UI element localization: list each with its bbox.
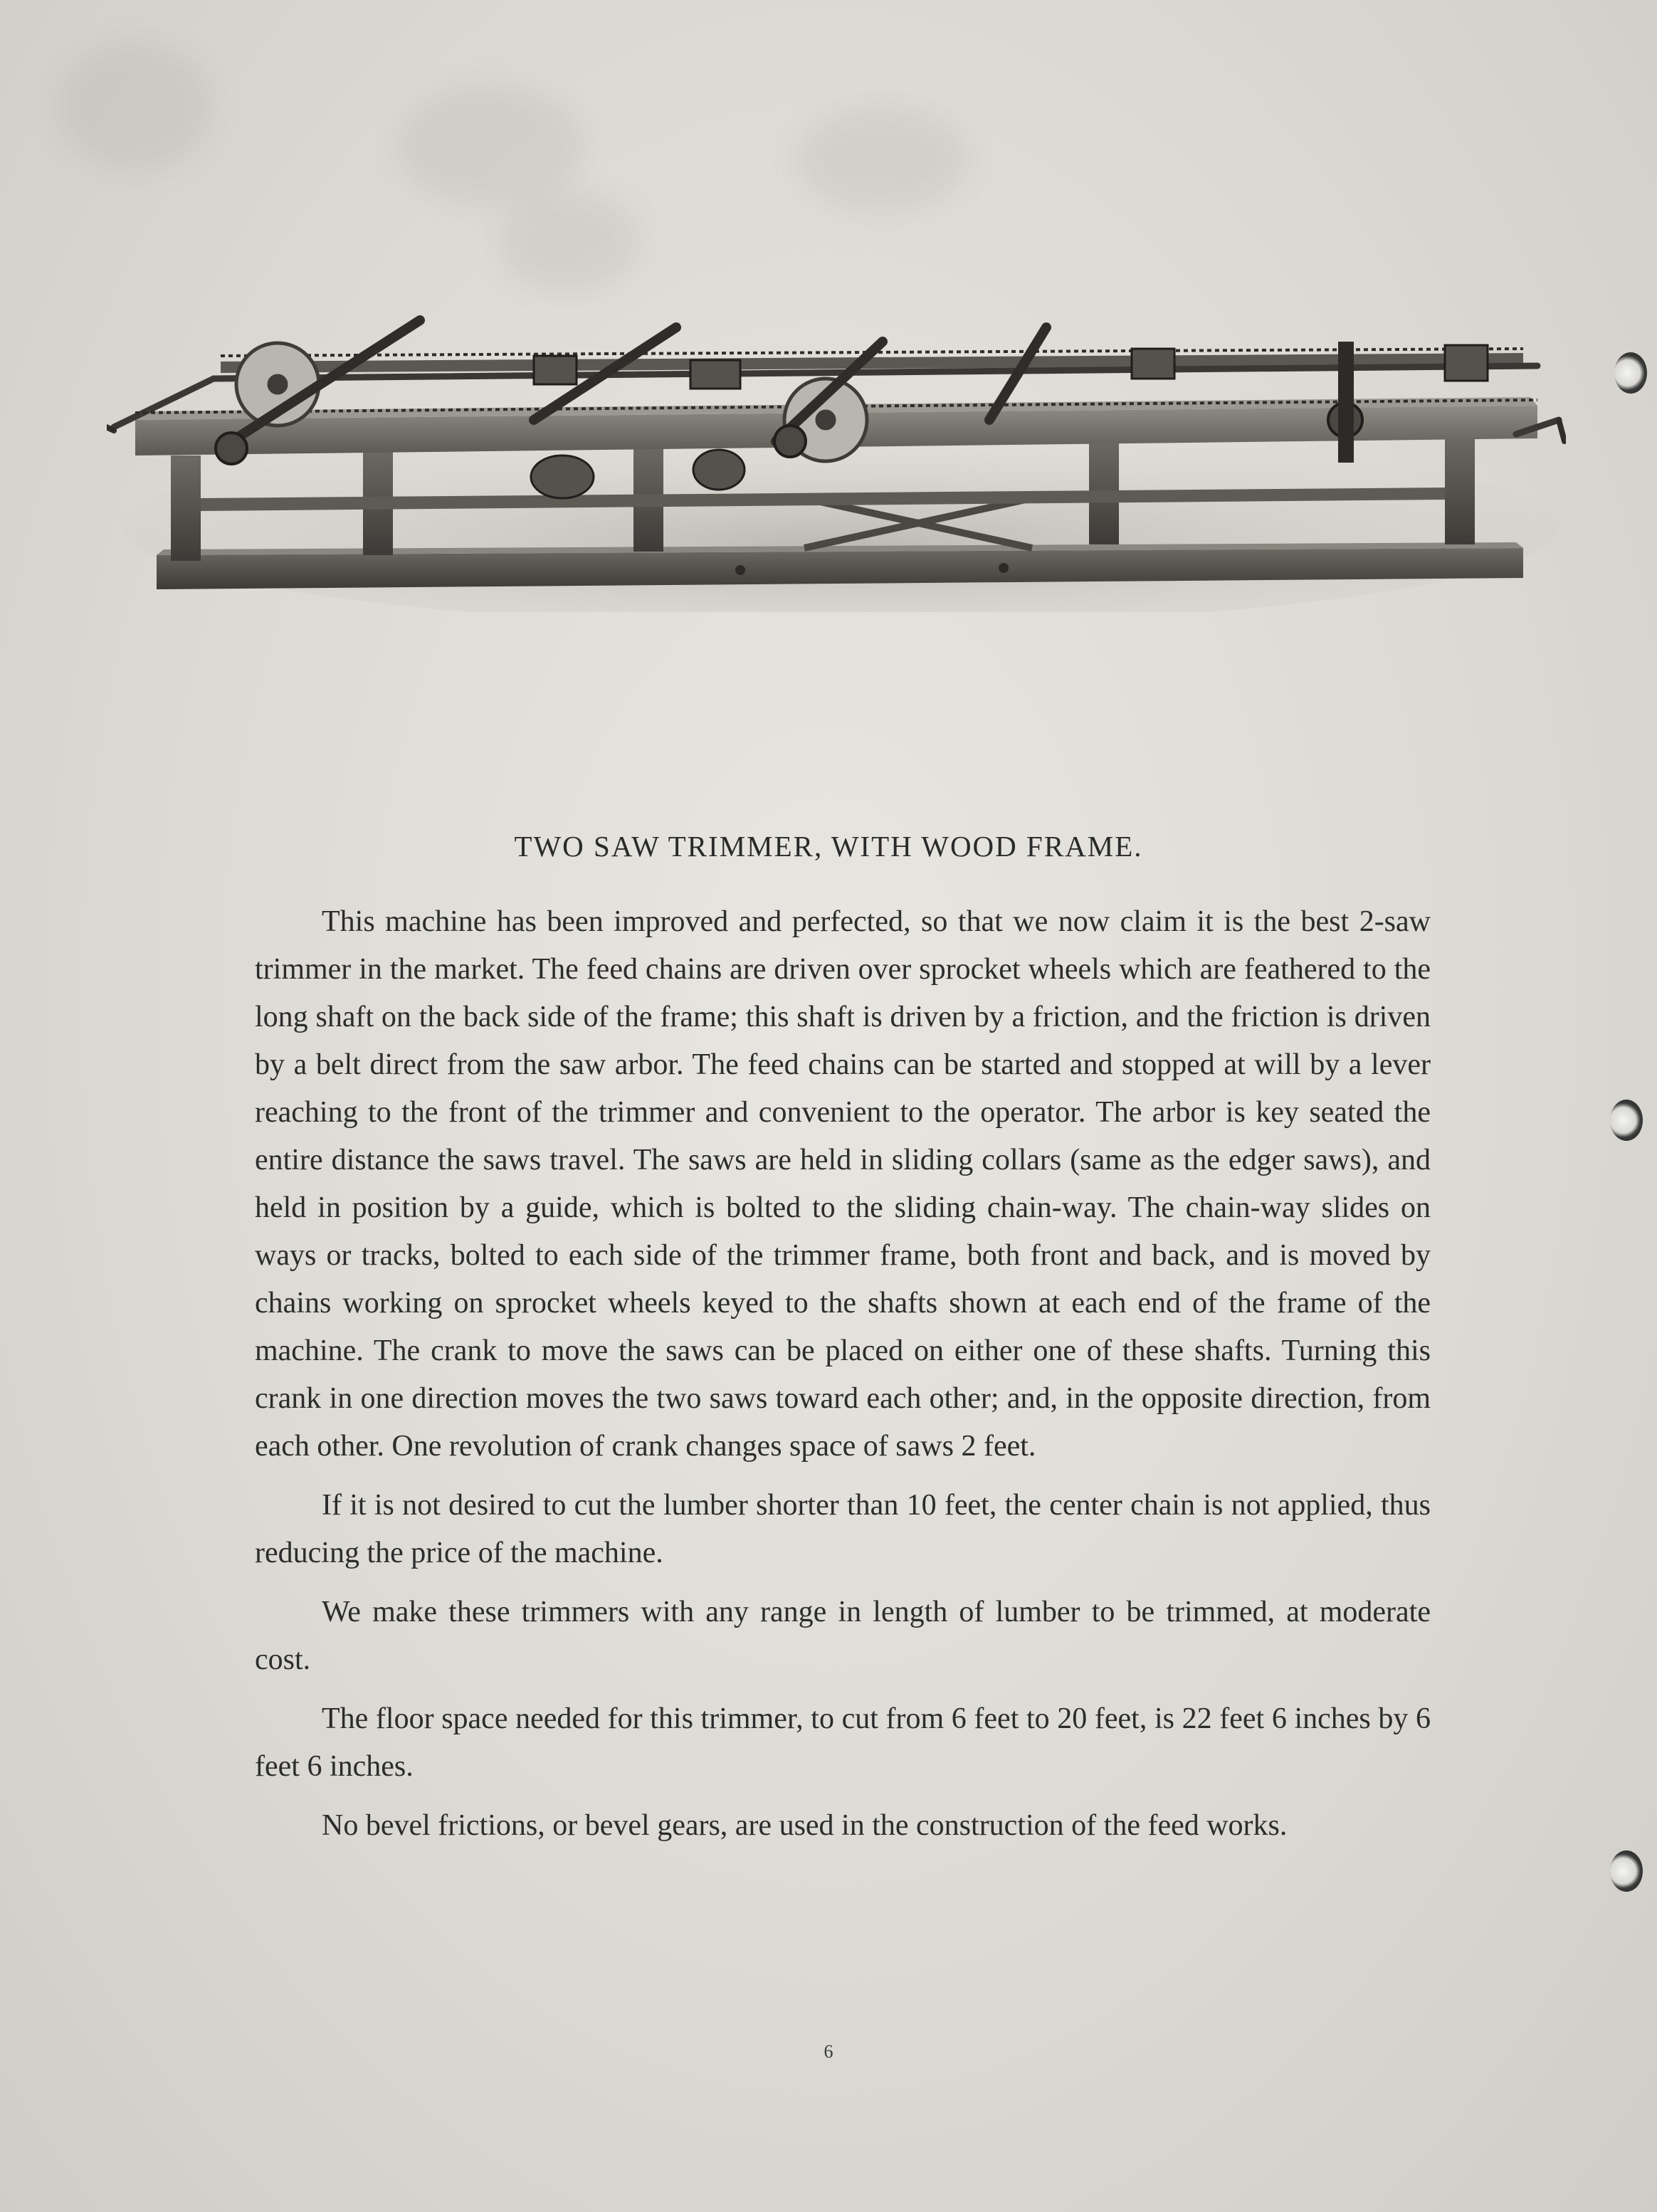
paper-stain	[797, 107, 968, 214]
paper-stain	[57, 43, 214, 171]
vertical-chain	[1338, 342, 1354, 463]
paragraph: This machine has been improved and perfected, so that we now claim it is the best 2-saw trimmer in the market. The feed chains are driven over sprocket wheels which are feathered to the long shaft on the back side of the frame; this shaft is driven by a friction, and the friction is driven by a belt direct from the saw arbor. The feed chains can be started and stopped at will by a lever reaching to the front of the trimmer and convenient to the operator. The arbor is key seated the entire distance the saws travel. The saws are held in sliding collars (same as the edger saws), and held in position by a guide, which is bolted to the sliding chain-way. The chain-way slides on ways or tracks, bolted to each side of the trimmer frame, both front and back, and is moved by chains working on sprocket wheels keyed to the shafts shown at each end of the frame of the machine. The crank to move the saws can be placed on either one of these shafts. Turning this crank in one direction moves the two saws toward each other; and, in the opposite direction, from each other. One revolution of crank changes space of saws 2 feet.	[255, 905, 1431, 1463]
paragraph: If it is not desired to cut the lumber shorter than 10 feet, the center chain is not applied, thus reducing the price of the machine.	[255, 1489, 1431, 1569]
punch-hole-icon	[1610, 1850, 1643, 1892]
two-saw-trimmer-illustration	[107, 313, 1566, 612]
body-text	[255, 898, 1431, 1861]
punch-hole-icon	[1610, 1100, 1643, 1141]
page-title: TWO SAW TRIMMER, WITH WOOD FRAME.	[514, 830, 1143, 863]
paper-stain	[498, 192, 641, 292]
page-number: 6	[824, 2041, 833, 2062]
paragraph: The floor space needed for this trimmer, to cut from 6 feet to 20 feet, is 22 feet 6 inches by 6 feet 6 inches.	[255, 1702, 1431, 1783]
paragraph: No bevel frictions, or bevel gears, are used in the construction of the feed works.	[322, 1809, 1288, 1842]
punch-hole-icon	[1614, 352, 1647, 394]
paragraph: We make these trimmers with any range in length of lumber to be trimmed, at moderate cost.	[255, 1596, 1431, 1676]
paper-stain	[399, 85, 584, 206]
